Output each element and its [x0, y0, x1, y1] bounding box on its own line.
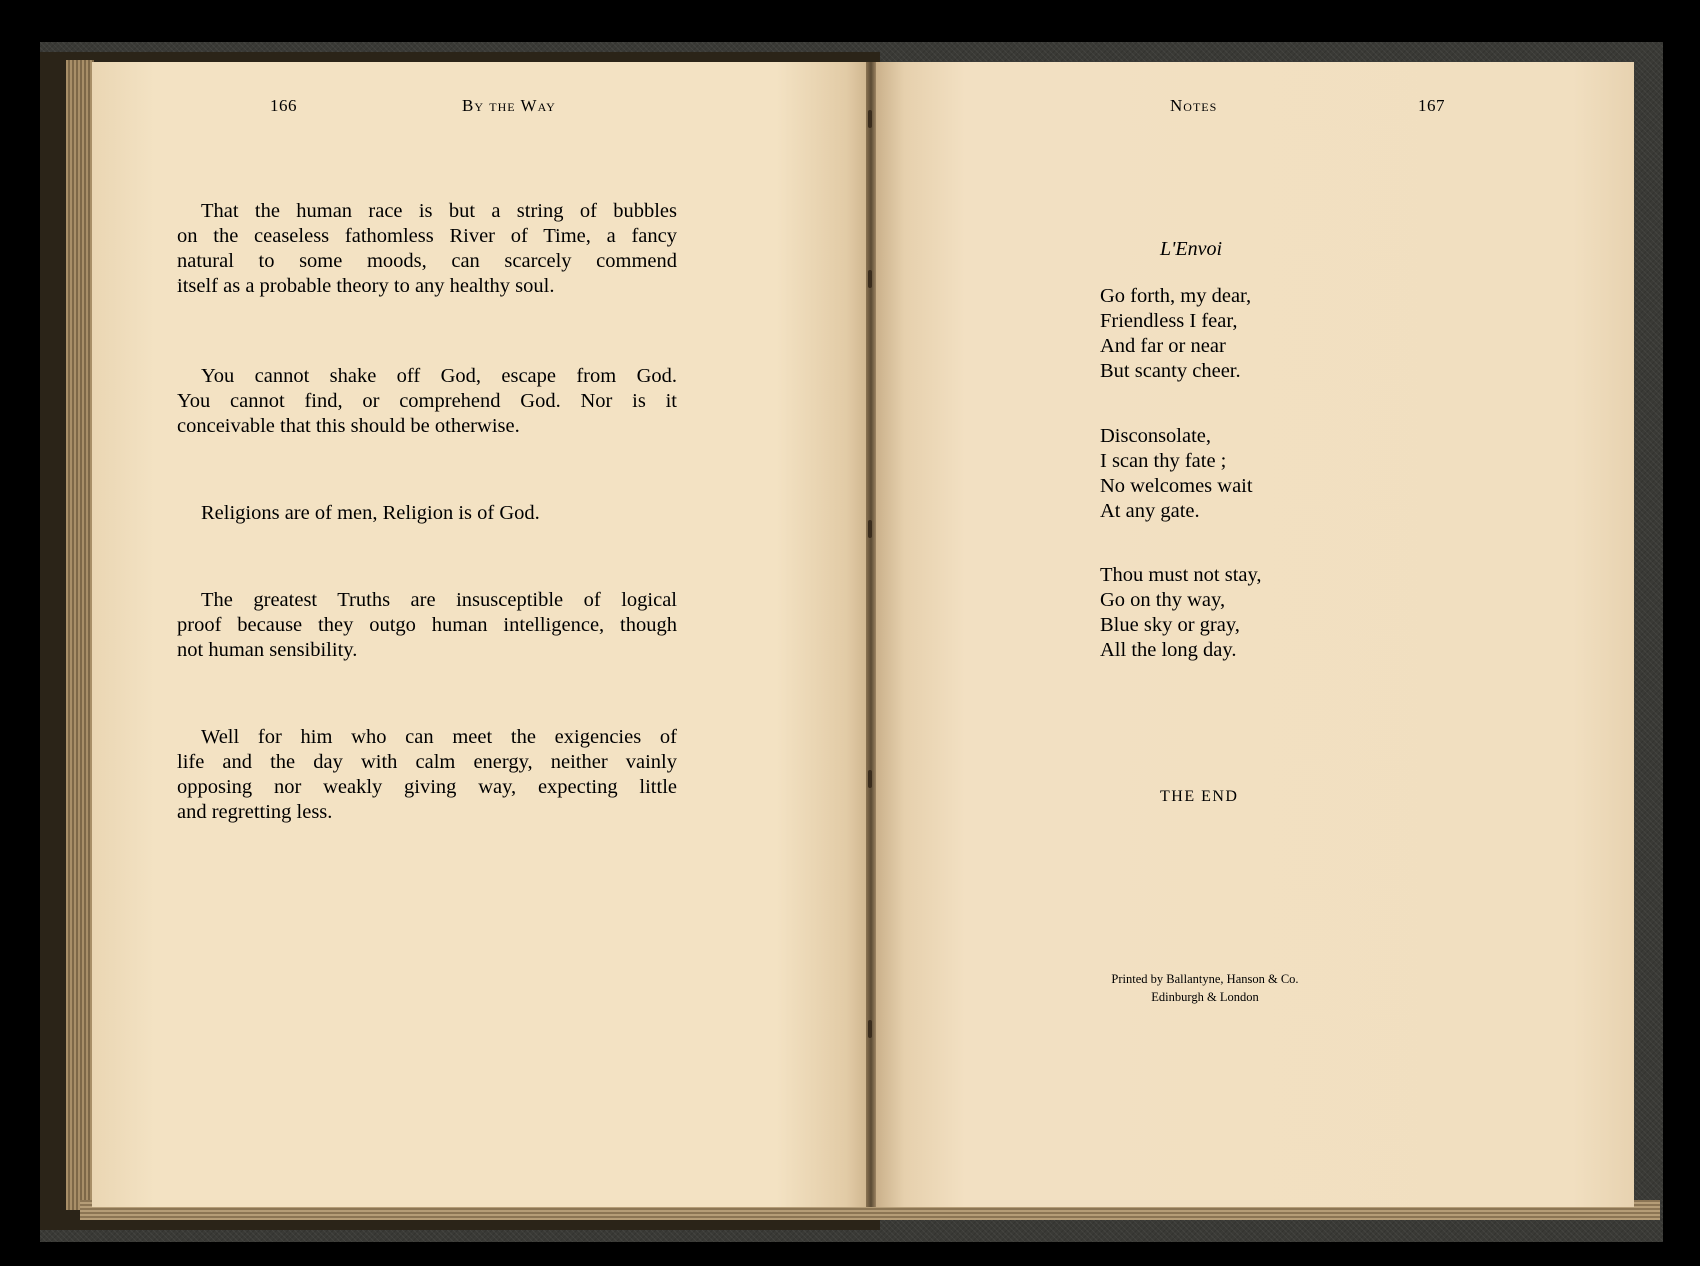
- text-line: proof because they outgo human intelligence, though: [177, 614, 677, 636]
- poem-line: Go on thy way,: [1100, 589, 1226, 611]
- poem-line: Thou must not stay,: [1100, 564, 1262, 586]
- text-line: Religions are of men, Religion is of God.: [201, 502, 540, 524]
- poem-line: Friendless I fear,: [1100, 310, 1238, 332]
- paragraph-2: [177, 364, 677, 439]
- stanza-1: [1100, 284, 1251, 384]
- stanza-2: [1100, 424, 1253, 524]
- binding-stitch: [868, 520, 872, 538]
- page-number-left: 166: [270, 96, 297, 115]
- colophon-location: Edinburgh & London: [1151, 990, 1259, 1004]
- binding-stitch: [868, 110, 872, 128]
- text-line: The greatest Truths are insusceptible of logical: [201, 589, 677, 611]
- binding-stitch: [868, 1020, 872, 1038]
- stanza-3: [1100, 563, 1262, 663]
- binding-stitch: [868, 270, 872, 288]
- page-number-right: 167: [1418, 96, 1445, 115]
- poem-line: Go forth, my dear,: [1100, 285, 1252, 307]
- text-line: You cannot find, or comprehend God. Nor is it: [177, 390, 677, 412]
- running-head-left: By the Way: [462, 96, 556, 115]
- colophon-printer: Printed by Ballantyne, Hanson & Co.: [1111, 972, 1299, 986]
- text-line: on the ceaseless fathomless River of Time, a fancy: [177, 225, 677, 247]
- paragraph-5: [177, 725, 677, 825]
- text-line: You cannot shake off God, escape from God.: [201, 365, 677, 387]
- page-edges-left: [66, 60, 94, 1210]
- poem-title: L'Envoi: [1160, 238, 1223, 260]
- poem-line: Disconsolate,: [1100, 425, 1212, 447]
- poem-line: All the long day.: [1100, 639, 1237, 661]
- printer-colophon: [1040, 970, 1370, 1006]
- text-line: not human sensibility.: [177, 639, 358, 661]
- text-line: itself as a probable theory to any healthy soul.: [177, 275, 555, 297]
- poem-line: Blue sky or gray,: [1100, 614, 1240, 636]
- text-line: and regretting less.: [177, 801, 333, 823]
- text-line: life and the day with calm energy, neither vainly: [177, 751, 677, 773]
- text-line: conceivable that this should be otherwise.: [177, 415, 520, 437]
- text-line: opposing nor weakly giving way, expecting little: [177, 776, 677, 798]
- text-line: natural to some moods, can scarcely commend: [177, 250, 677, 272]
- the-end: THE END: [1160, 788, 1239, 805]
- text-line: Well for him who can meet the exigencies of: [201, 726, 677, 748]
- text-line: That the human race is but a string of bubbles: [201, 200, 677, 222]
- poem-line: No welcomes wait: [1100, 475, 1253, 497]
- poem-line: And far or near: [1100, 335, 1226, 357]
- poem-line: I scan thy fate ;: [1100, 450, 1227, 472]
- poem-line: But scanty cheer.: [1100, 360, 1241, 382]
- poem-line: At any gate.: [1100, 500, 1200, 522]
- paragraph-1: [177, 199, 677, 299]
- paragraph-4: [177, 588, 677, 663]
- binding-stitch: [868, 770, 872, 788]
- running-head-right: Notes: [1170, 96, 1218, 115]
- paragraph-3: [177, 501, 677, 526]
